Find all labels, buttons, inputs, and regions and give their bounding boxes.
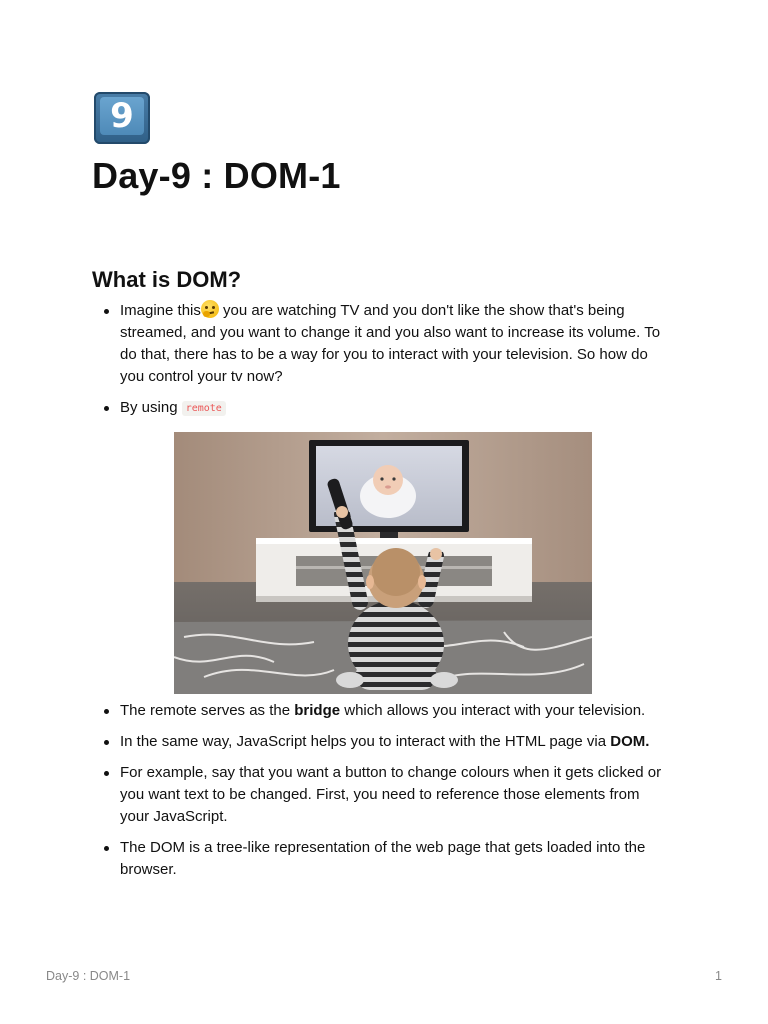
thinking-face-icon xyxy=(201,300,219,318)
page-number: 1 xyxy=(715,969,722,983)
page-content xyxy=(92,92,672,890)
baby-tv-illustration xyxy=(174,432,592,694)
bullet-text: For example, say that you want a button to change colours when it gets clicked or you want text to be changed. First, you need to reference those elements from your JavaScript. xyxy=(120,764,662,825)
bold-text: bridge xyxy=(294,702,341,719)
list-item xyxy=(120,837,672,881)
keycap-face: 9 xyxy=(100,97,144,135)
inline-code-remote: remote xyxy=(182,401,226,416)
bullet-text: By using xyxy=(120,399,182,416)
list-item xyxy=(120,300,672,388)
keycap-digit-nine-icon xyxy=(94,92,150,144)
section-heading: What is DOM? xyxy=(92,267,242,292)
baby-watching-tv-image xyxy=(174,432,592,694)
bullet-text: Imagine this xyxy=(120,302,201,319)
bullet-list-intro xyxy=(92,300,672,420)
list-item xyxy=(120,731,672,753)
bold-text: DOM. xyxy=(610,733,650,750)
page-title: Day-9 : DOM-1 xyxy=(92,155,341,196)
bullet-text: you are watching TV and you don't like the show that's being streamed, and you want to change it and you also want to increase its volume. To do that, there has to be a way for you to interact with your television. So how do you control your tv now? xyxy=(120,302,661,385)
list-item xyxy=(120,397,672,420)
list-item xyxy=(120,700,672,722)
bullet-text: The DOM is a tree-like representation of the web page that gets loaded into the browser. xyxy=(120,839,646,878)
list-item xyxy=(120,762,672,828)
bullet-text: In the same way, JavaScript helps you to interact with the HTML page via xyxy=(120,733,611,750)
footer-title: Day-9 : DOM-1 xyxy=(46,969,131,983)
bullet-text: The remote serves as the xyxy=(120,702,295,719)
bullet-text: which allows you interact with your television. xyxy=(340,702,646,719)
bullet-list-explanation xyxy=(92,700,672,881)
